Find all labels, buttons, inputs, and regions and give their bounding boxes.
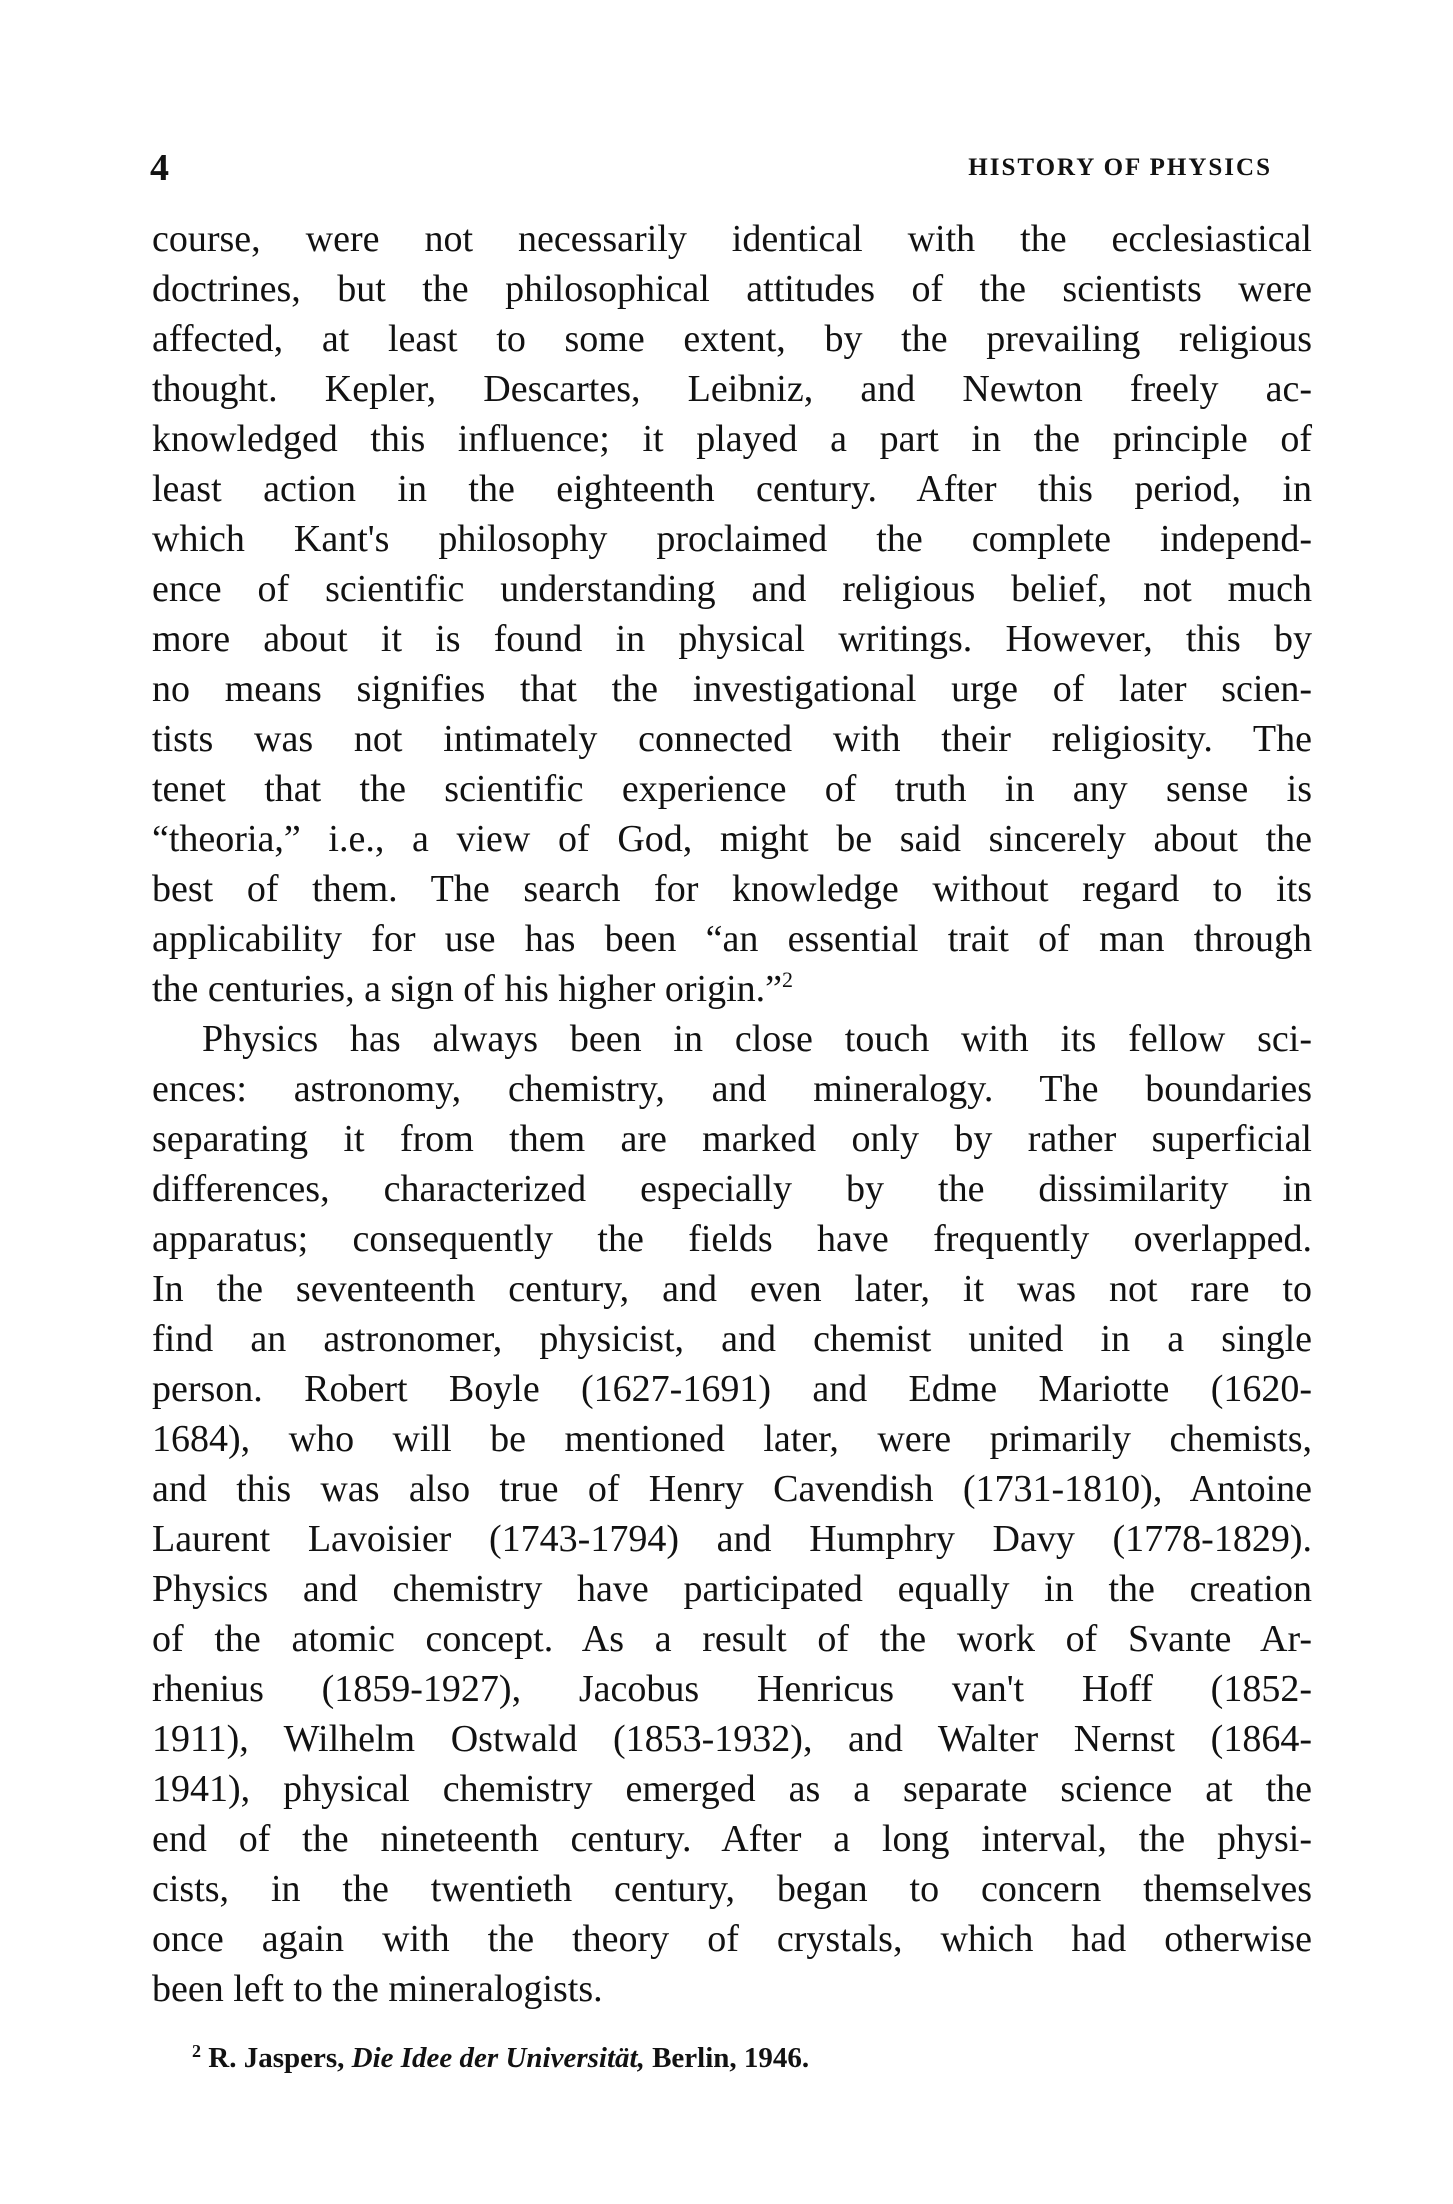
text-line: [152, 414, 1312, 464]
footnote-author: R. Jaspers,: [208, 2042, 345, 2074]
line-text: knowledged this influence; it played a part in the principle of: [152, 418, 1312, 460]
line-text: cists, in the twentieth century, began to concern themselves: [152, 1868, 1312, 1910]
line-text: the centuries, a sign of his higher origin.”: [152, 968, 783, 1010]
line-text: course, were not necessarily identical with the ecclesiastical: [152, 218, 1312, 260]
line-text: least action in the eighteenth century. After this period, in: [152, 468, 1312, 510]
text-line: [152, 864, 1312, 914]
text-line: [152, 1164, 1312, 1214]
text-line: [152, 1814, 1312, 1864]
line-text: end of the nineteenth century. After a long interval, the physi-: [152, 1818, 1312, 1860]
footnote-reference: 2: [782, 967, 794, 992]
line-text: applicability for use has been “an essential trait of man through: [152, 918, 1312, 960]
text-line: [152, 614, 1312, 664]
line-text: of the atomic concept. As a result of the work of Svante Ar-: [152, 1618, 1312, 1660]
text-line: [152, 1964, 1312, 2014]
text-line: [152, 764, 1312, 814]
line-text: Physics has always been in close touch with its fellow sci-: [202, 1018, 1312, 1060]
text-line: [152, 214, 1312, 264]
line-text: Laurent Lavoisier (1743-1794) and Humphry Davy (1778-1829).: [152, 1518, 1312, 1560]
text-line: [152, 314, 1312, 364]
line-text: apparatus; consequently the fields have frequently overlapped.: [152, 1218, 1312, 1260]
line-text: 1684), who will be mentioned later, were primarily chemists,: [152, 1418, 1312, 1460]
text-line: [152, 1364, 1312, 1414]
text-line: [152, 564, 1312, 614]
footnote: [192, 2036, 809, 2080]
line-text: tists was not intimately connected with their religiosity. The: [152, 718, 1312, 760]
text-line: [152, 1914, 1312, 1964]
text-line: [152, 814, 1312, 864]
text-line: [152, 964, 1312, 1014]
line-text: ence of scientific understanding and religious belief, not much: [152, 568, 1312, 610]
line-text: which Kant's philosophy proclaimed the complete independ-: [152, 518, 1312, 560]
text-line: [152, 1064, 1312, 1114]
text-line: [152, 1864, 1312, 1914]
text-line: [152, 264, 1312, 314]
text-line: [152, 1664, 1312, 1714]
text-line: [152, 364, 1312, 414]
text-line: [152, 914, 1312, 964]
text-line: [152, 1414, 1312, 1464]
footnote-marker: 2: [192, 2041, 201, 2061]
line-text: thought. Kepler, Descartes, Leibniz, and Newton freely ac-: [152, 368, 1312, 410]
body-text: [152, 214, 1312, 2014]
line-text: no means signifies that the investigational urge of later scien-: [152, 668, 1312, 710]
text-line: [152, 1514, 1312, 1564]
text-line: [152, 1014, 1312, 1064]
text-line: [152, 1764, 1312, 1814]
line-text: 1911), Wilhelm Ostwald (1853-1932), and Walter Nernst (1864-: [152, 1718, 1312, 1760]
text-line: [152, 1314, 1312, 1364]
line-text: differences, characterized especially by the dissimilarity in: [152, 1168, 1312, 1210]
text-line: [152, 514, 1312, 564]
text-line: [152, 1564, 1312, 1614]
line-text: In the seventeenth century, and even later, it was not rare to: [152, 1268, 1312, 1310]
text-line: [152, 1214, 1312, 1264]
text-line: [152, 1264, 1312, 1314]
line-text: separating it from them are marked only by rather superficial: [152, 1118, 1312, 1160]
text-line: [152, 464, 1312, 514]
line-text: best of them. The search for knowledge without regard to its: [152, 868, 1312, 910]
line-text: person. Robert Boyle (1627-1691) and Edme Mariotte (1620-: [152, 1368, 1312, 1410]
line-text: “theoria,” i.e., a view of God, might be said sincerely about the: [152, 818, 1312, 860]
line-text: ences: astronomy, chemistry, and mineralogy. The boundaries: [152, 1068, 1312, 1110]
line-text: and this was also true of Henry Cavendish (1731-1810), Antoine: [152, 1468, 1312, 1510]
line-text: find an astronomer, physicist, and chemist united in a single: [152, 1318, 1312, 1360]
line-text: more about it is found in physical writings. However, this by: [152, 618, 1312, 660]
running-title: HISTORY OF PHYSICS: [968, 154, 1272, 181]
line-text: once again with the theory of crystals, which had otherwise: [152, 1918, 1312, 1960]
line-text: doctrines, but the philosophical attitudes of the scientists were: [152, 268, 1312, 310]
text-line: [152, 664, 1312, 714]
page-number: 4: [150, 147, 169, 189]
line-text: tenet that the scientific experience of truth in any sense is: [152, 768, 1312, 810]
line-text: affected, at least to some extent, by the prevailing religious: [152, 318, 1312, 360]
text-line: [152, 1464, 1312, 1514]
line-text: rhenius (1859-1927), Jacobus Henricus van't Hoff (1852-: [152, 1668, 1312, 1710]
footnote-place-year: Berlin, 1946.: [652, 2042, 810, 2074]
text-line: [152, 1114, 1312, 1164]
text-line: [152, 1614, 1312, 1664]
text-line: [152, 1714, 1312, 1764]
line-text: 1941), physical chemistry emerged as a separate science at the: [152, 1768, 1312, 1810]
line-text: been left to the mineralogists.: [152, 1968, 603, 2010]
line-text: Physics and chemistry have participated equally in the creation: [152, 1568, 1312, 1610]
footnote-title: Die Idee der Universität,: [351, 2042, 645, 2074]
text-line: [152, 714, 1312, 764]
